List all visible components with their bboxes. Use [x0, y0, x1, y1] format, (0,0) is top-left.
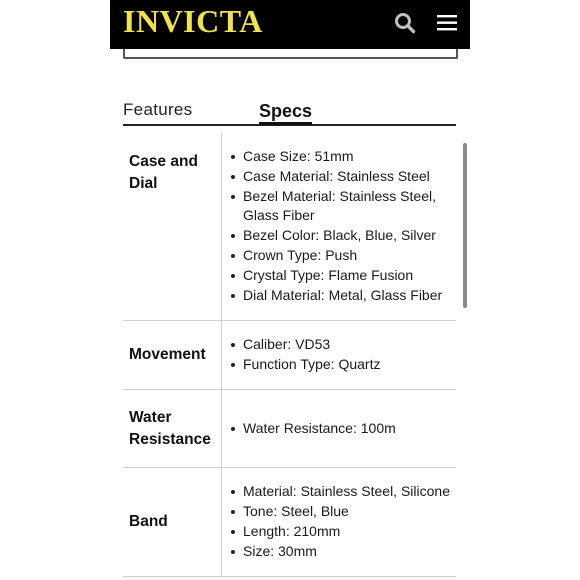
spec-item: Bezel Material: Stainless Steel, Glass Fiber: [230, 187, 456, 227]
spec-list: [230, 419, 396, 439]
tab-specs[interactable]: Specs: [259, 100, 312, 125]
hamburger-menu-icon: [434, 10, 460, 36]
tab-features[interactable]: Features: [123, 100, 193, 119]
spec-item: Tone: Steel, Blue: [230, 502, 450, 522]
spec-item: Water Resistance: 100m: [230, 419, 396, 439]
site-header: [110, 0, 470, 49]
scrollbar-thumb[interactable]: [463, 143, 467, 308]
invicta-logo[interactable]: INVICTA: [123, 3, 263, 39]
spec-item: Case Size: 51mm: [230, 147, 456, 167]
spec-list: [230, 147, 456, 305]
spec-values: [222, 390, 456, 467]
spec-item: Size: 30mm: [230, 542, 450, 562]
spec-label: Case and Dial: [123, 133, 222, 320]
spec-label: Water Resistance: [123, 390, 222, 467]
spec-values: [222, 133, 456, 320]
spec-values: [222, 321, 456, 389]
spec-item: Case Material: Stainless Steel: [230, 167, 456, 187]
detail-tabs: [123, 98, 456, 126]
spec-row-movement: [123, 321, 456, 390]
spec-item: Bezel Color: Black, Blue, Silver: [230, 226, 456, 246]
spec-values: [222, 468, 456, 576]
search-button[interactable]: [392, 10, 418, 36]
spec-row-water-resistance: [123, 390, 456, 468]
spec-item: Material: Stainless Steel, Silicone: [230, 482, 450, 502]
spec-item: Caliber: VD53: [230, 335, 380, 355]
spec-item: Crown Type: Push: [230, 246, 456, 266]
spec-list: [230, 335, 380, 375]
spec-label: Band: [123, 468, 222, 576]
specs-table: [123, 133, 456, 577]
menu-button[interactable]: [434, 10, 460, 36]
spec-item: Function Type: Quartz: [230, 355, 380, 375]
spec-label: Movement: [123, 321, 222, 389]
spec-row-case-and-dial: [123, 133, 456, 321]
spec-row-band: [123, 468, 456, 577]
spec-item: Crystal Type: Flame Fusion: [230, 266, 456, 286]
search-icon: [392, 10, 418, 36]
spec-item: Length: 210mm: [230, 522, 450, 542]
spec-item: Dial Material: Metal, Glass Fiber: [230, 286, 456, 306]
content-box-edge: [123, 49, 458, 59]
spec-list: [230, 482, 450, 561]
